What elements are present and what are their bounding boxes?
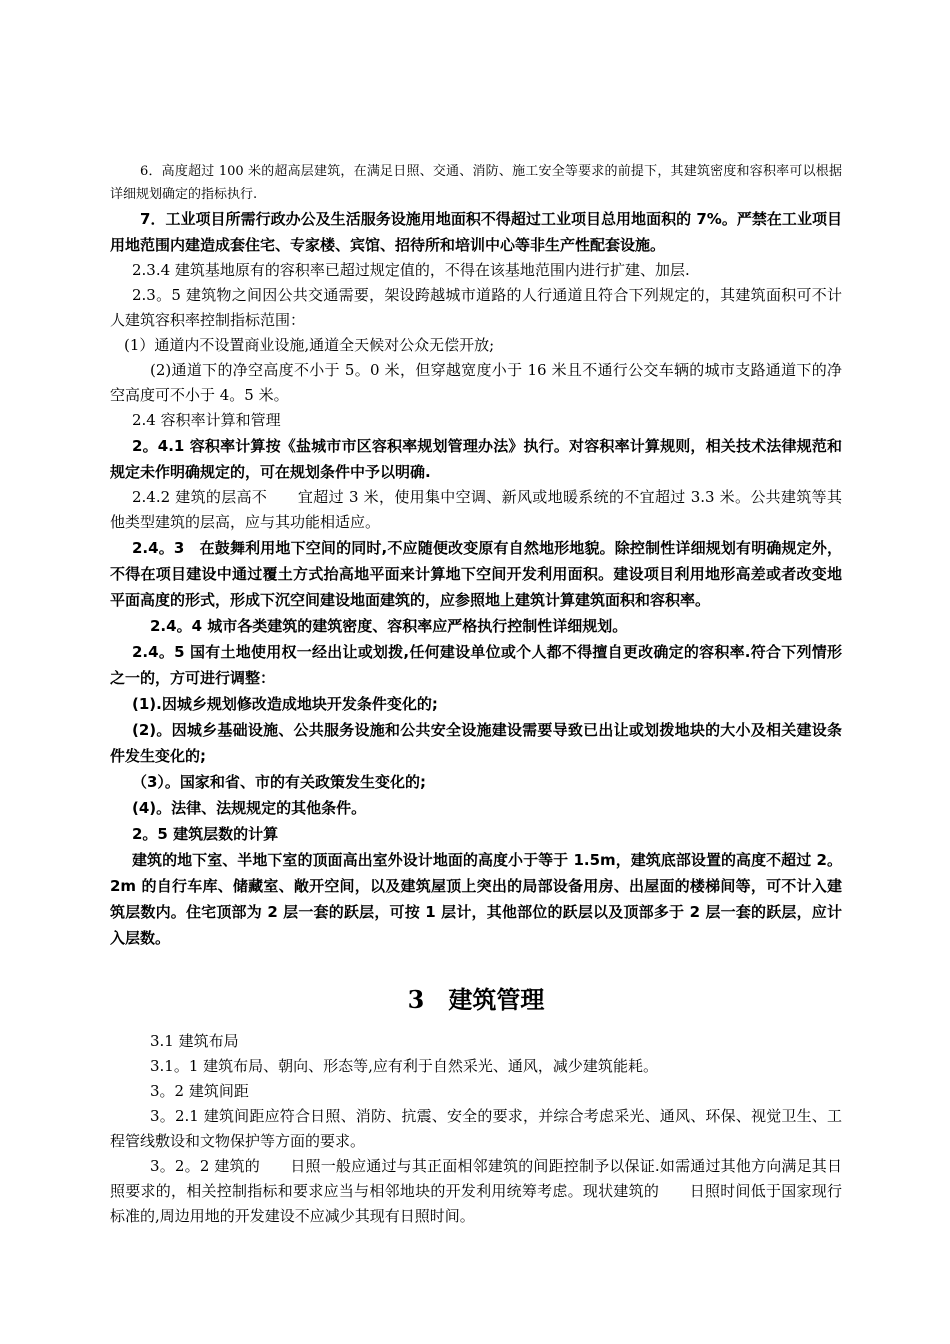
chapter-3-heading: 3 建筑管理 — [407, 985, 545, 1014]
paragraph-2-3-5: 2.3。5 建筑物之间因公共交通需要，架设跨越城市道路的人行通道且符合下列规定的，其建筑面积可不计人建筑容积率控制指标范围： — [110, 286, 842, 329]
paragraph-3-2-2: 3。2。2 建筑的 日照一般应通过与其正面相邻建筑的间距控制予以保证.如需通过其他方向满足其日照要求的，相关控制指标和要求应当与相邻地块的开发利用统筹考虑。现状建筑的 日照时间低于国家现行标准的,周边用地的开发建设不应减少其现有日照时间。 — [110, 1157, 842, 1225]
condition-item-2: (2)。因城乡基础设施、公共服务设施和公共安全设施建设需要导致已出让或划拨地块的大小及相关建设条件发生变化的; — [110, 721, 842, 765]
paragraph-2-4-5: 2.4。5 国有土地使用权一经出让或划拨,任何建设单位或个人都不得擅自更改确定的容积率.符合下列情形之一的，方可进行调整： — [110, 643, 842, 687]
document-page — [110, 160, 842, 1229]
paragraph-2-4-4: 2.4。4 城市各类建筑的建筑密度、容积率应严格执行控制性详细规划。 — [150, 617, 628, 635]
condition-item-4: (4)。法律、法规规定的其他条件。 — [132, 799, 367, 817]
section-2-4-title: 2.4 容积率计算和管理 — [132, 411, 281, 429]
paragraph-item-6: 6．高度超过 100 米的超高层建筑，在满足日照、交通、消防、施工安全等要求的前提下，其建筑密度和容积率可以根据详细规划确定的指标执行. — [110, 164, 842, 202]
paragraph-3-2-1: 3。2.1 建筑间距应符合日照、消防、抗震、安全的要求，并综合考虑采光、通风、环保、视觉卫生、工程管线敷设和文物保护等方面的要求。 — [110, 1107, 842, 1150]
paragraph-2-5-body: 建筑的地下室、半地下室的顶面高出室外设计地面的高度小于等于 1.5m，建筑底部设置的高度不超过 2。2m 的自行车库、储藏室、敞开空间，以及建筑屋顶上突出的局部设备用房、出屋面的楼梯间等，可不计入建筑层数内。住宅顶部为 2 层一套的跃层，可按 1 层计，其他部位的跃层以及顶部多于 2 层一套的跃层，应计入层数。 — [110, 851, 842, 947]
paragraph-2-4-3: 2.4。3 在鼓舞利用地下空间的同时,不应随便改变原有自然地形地貌。除控制性详细规划有明确规定外，不得在项目建设中通过覆土方式抬高地平面来计算地下空间开发利用面积。建设项目利用地形高差或者改变地平面高度的形式，形成下沉空间建设地面建筑的，应参照地上建筑计算建筑面积和容积率。 — [110, 539, 842, 609]
paragraph-2-3-4: 2.3.4 建筑基地原有的容积率已超过规定值的，不得在该基地范围内进行扩建、加层. — [132, 261, 690, 279]
paragraph-3-1-1: 3.1。1 建筑布局、朝向、形态等,应有利于自然采光、通风，减少建筑能耗。 — [150, 1057, 658, 1075]
condition-item-3: （3）。国家和省、市的有关政策发生变化的; — [132, 773, 426, 791]
paragraph-2-4-1: 2。4.1 容积率计算按《盐城市市区容积率规划管理办法》执行。对容积率计算规则，相关技术法律规范和规定未作明确规定的，可在规划条件中予以明确. — [110, 437, 842, 481]
paragraph-2-4-2: 2.4.2 建筑的层高不 宜超过 3 米，使用集中空调、新风或地暖系统的不宜超过 3.3 米。公共建筑等其他类型建筑的层高，应与其功能相适应。 — [110, 488, 842, 531]
section-2-5-title: 2。5 建筑层数的计算 — [132, 825, 279, 843]
paragraph-list-2: (2)通道下的净空高度不小于 5。0 米，但穿越宽度小于 16 米且不通行公交车辆的城市支路通道下的净空高度可不小于 4。5 米。 — [110, 361, 842, 404]
section-3-1-title: 3.1 建筑布局 — [150, 1032, 239, 1050]
section-3-2-title: 3。2 建筑间距 — [150, 1082, 249, 1100]
paragraph-item-7: 7．工业项目所需行政办公及生活服务设施用地面积不得超过工业项目总用地面积的 7%。严禁在工业项目用地范围内建造成套住宅、专家楼、宾馆、招待所和培训中心等非生产性配套设施。 — [110, 210, 842, 254]
paragraph-list-1: (1）通道内不设置商业设施,通道全天候对公众无偿开放; — [124, 336, 495, 354]
condition-item-1: (1).因城乡规划修改造成地块开发条件变化的; — [132, 695, 438, 713]
